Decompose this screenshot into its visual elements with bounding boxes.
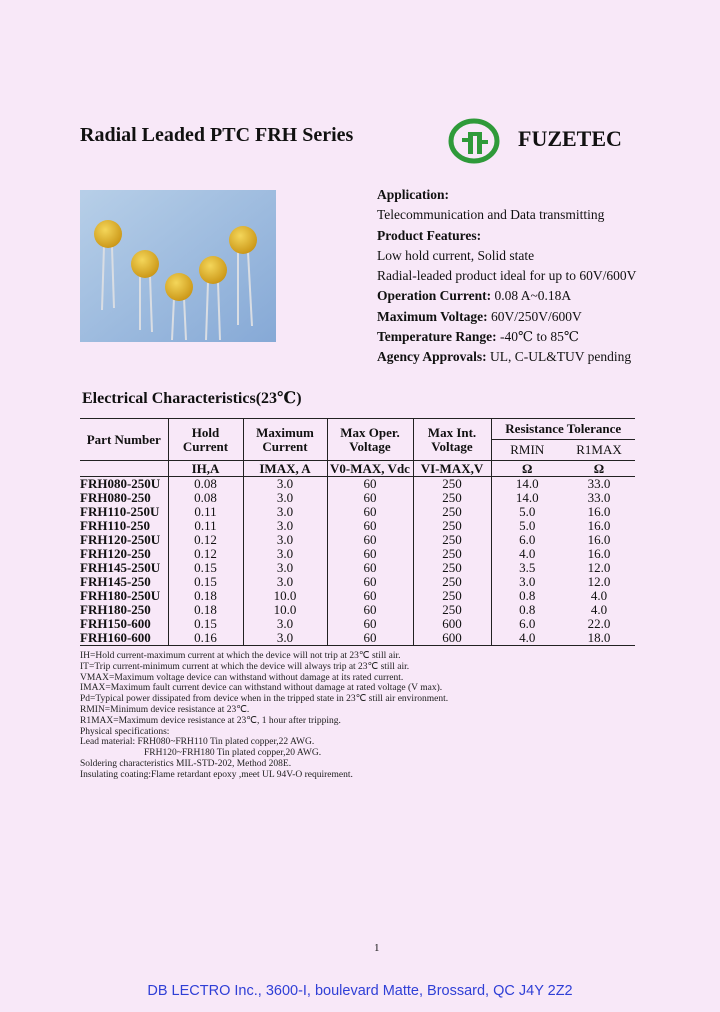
cell-part-number: FRH120-250U xyxy=(80,532,161,547)
cell-rmin: 0.8 xyxy=(491,589,563,603)
cell-part-number: FRH145-250 xyxy=(80,574,151,589)
cell-max-oper-voltage: 60 xyxy=(327,477,413,492)
cell-part-number: FRH110-250U xyxy=(80,504,160,519)
cell-part-number: FRH150-600 xyxy=(80,616,151,631)
header-max-oper-voltage: Max Oper. Voltage xyxy=(327,419,413,461)
cell-max-oper-voltage: 60 xyxy=(327,547,413,561)
cell-r1max: 12.0 xyxy=(587,574,611,589)
cell-rmin: 14.0 xyxy=(491,477,563,492)
unit-max-int: VI-MAX,V xyxy=(413,461,491,477)
brand-name: FUZETEC xyxy=(518,126,622,151)
note-line: RMIN=Minimum device resistance at 23℃. xyxy=(80,704,250,715)
cell-r1max: 16.0 xyxy=(587,532,611,547)
cell-max-int-voltage: 250 xyxy=(413,547,491,561)
page-title: Radial Leaded PTC FRH Series xyxy=(80,124,354,146)
cell-rmin: 3.0 xyxy=(491,575,563,589)
table-row xyxy=(80,533,635,547)
cell-max-oper-voltage: 60 xyxy=(327,519,413,533)
info-feature-2: Radial-leaded product ideal for up to 60V/600V xyxy=(377,268,637,284)
cell-r1max: 4.0 xyxy=(590,588,608,603)
note-line: VMAX=Maximum voltage device can withstand without damage at its rated current. xyxy=(80,672,404,683)
cell-part-number: FRH145-250U xyxy=(80,560,161,575)
footer-address: DB LECTRO Inc., 3600-I, boulevard Matte, Brossard, QC J4Y 2Z2 xyxy=(147,983,573,999)
cell-hold-current: 0.11 xyxy=(168,505,243,519)
cell-max-oper-voltage: 60 xyxy=(327,575,413,589)
cell-max-oper-voltage: 60 xyxy=(327,491,413,505)
header-maximum-current: Maximum Current xyxy=(243,419,327,461)
table-row xyxy=(80,589,635,603)
info-features-heading: Product Features: xyxy=(377,227,482,243)
cell-max-int-voltage: 600 xyxy=(413,617,491,631)
info-feature-1: Low hold current, Solid state xyxy=(377,247,535,263)
note-line: Pd=Typical power dissipated from device when in the tripped state in 23℃ still air environment. xyxy=(80,694,449,705)
cell-max-current: 3.0 xyxy=(243,505,327,519)
info-agency-approvals: Agency Approvals: UL, C-UL&TUV pending xyxy=(377,349,632,365)
cell-r1max: 16.0 xyxy=(587,518,611,533)
cell-hold-current: 0.15 xyxy=(168,617,243,631)
table-row xyxy=(80,561,635,575)
table-row xyxy=(80,477,635,492)
cell-hold-current: 0.08 xyxy=(168,491,243,505)
unit-rmin: Ω xyxy=(491,461,563,477)
cell-max-int-voltage: 250 xyxy=(413,519,491,533)
cell-rmin: 3.5 xyxy=(491,561,563,575)
cell-max-oper-voltage: 60 xyxy=(327,631,413,646)
cell-max-oper-voltage: 60 xyxy=(327,589,413,603)
cell-max-current: 3.0 xyxy=(243,477,327,492)
cell-max-int-voltage: 600 xyxy=(413,631,491,646)
cell-max-oper-voltage: 60 xyxy=(327,533,413,547)
fuzetec-logo-icon xyxy=(448,118,500,164)
note-line: IT=Trip current-minimum current at which the device will always trip at 23℃ still air. xyxy=(80,661,410,672)
page-number: 1 xyxy=(374,942,380,954)
cell-max-int-voltage: 250 xyxy=(413,533,491,547)
table-row xyxy=(80,617,635,631)
cell-r1max: 4.0 xyxy=(590,602,608,617)
cell-max-int-voltage: 250 xyxy=(413,603,491,617)
note-line: FRH120~FRH180 Tin plated copper,20 AWG. xyxy=(144,748,322,759)
cell-part-number: FRH120-250 xyxy=(80,546,151,561)
unit-blank xyxy=(80,461,168,477)
header-rmin: RMIN xyxy=(491,440,563,461)
info-application-heading: Application: xyxy=(377,187,450,202)
product-photo xyxy=(80,190,276,342)
cell-r1max: 33.0 xyxy=(587,490,611,505)
cell-rmin: 4.0 xyxy=(491,547,563,561)
unit-r1max: Ω xyxy=(563,461,635,477)
cell-hold-current: 0.08 xyxy=(168,477,243,492)
cell-max-current: 3.0 xyxy=(243,575,327,589)
cell-max-current: 10.0 xyxy=(243,603,327,617)
cell-max-oper-voltage: 60 xyxy=(327,561,413,575)
cell-rmin: 5.0 xyxy=(491,519,563,533)
cell-part-number: FRH180-250U xyxy=(80,588,161,603)
table-row xyxy=(80,505,635,519)
note-line: IH=Hold current-maximum current at which the device will not trip at 23℃ still air. xyxy=(80,651,401,661)
cell-max-oper-voltage: 60 xyxy=(327,603,413,617)
cell-max-current: 3.0 xyxy=(243,561,327,575)
note-line: Insulating coating:Flame retardant epoxy ,meet UL 94V-O requirement. xyxy=(80,769,353,780)
cell-hold-current: 0.18 xyxy=(168,603,243,617)
cell-max-current: 3.0 xyxy=(243,547,327,561)
notes xyxy=(80,651,680,781)
unit-max-current: IMAX, A xyxy=(243,461,327,477)
cell-hold-current: 0.15 xyxy=(168,575,243,589)
note-line: IMAX=Maximum fault current device can withstand without damage at rated voltage (V max). xyxy=(80,683,443,694)
cell-max-current: 3.0 xyxy=(243,533,327,547)
cell-max-current: 3.0 xyxy=(243,519,327,533)
header-part-number: Part Number xyxy=(80,419,168,461)
note-line: Soldering characteristics MIL-STD-202, Method 208E. xyxy=(80,758,292,769)
cell-part-number: FRH180-250 xyxy=(80,602,151,617)
info-temperature-range: Temperature Range: -40℃ to 85℃ xyxy=(377,329,579,345)
cell-hold-current: 0.12 xyxy=(168,533,243,547)
header-hold-current: Hold Current xyxy=(168,419,243,461)
cell-max-int-voltage: 250 xyxy=(413,589,491,603)
cell-rmin: 14.0 xyxy=(491,491,563,505)
cell-rmin: 6.0 xyxy=(491,617,563,631)
cell-max-int-voltage: 250 xyxy=(413,491,491,505)
cell-rmin: 6.0 xyxy=(491,533,563,547)
cell-part-number: FRH110-250 xyxy=(80,518,151,533)
cell-rmin: 5.0 xyxy=(491,505,563,519)
header-resistance-tolerance: Resistance Tolerance xyxy=(491,419,635,440)
cell-part-number: FRH160-600 xyxy=(80,631,168,646)
cell-hold-current: 0.18 xyxy=(168,589,243,603)
cell-rmin: 0.8 xyxy=(491,603,563,617)
table-row xyxy=(80,547,635,561)
cell-hold-current: 0.15 xyxy=(168,561,243,575)
cell-hold-current: 0.16 xyxy=(168,631,243,646)
cell-part-number: FRH080-250 xyxy=(80,490,151,505)
info-maximum-voltage: Maximum Voltage: 60V/250V/600V xyxy=(377,308,582,324)
cell-max-oper-voltage: 60 xyxy=(327,505,413,519)
cell-r1max: 22.0 xyxy=(587,616,611,631)
cell-max-int-voltage: 250 xyxy=(413,575,491,589)
cell-hold-current: 0.12 xyxy=(168,547,243,561)
table-row xyxy=(80,519,635,533)
cell-part-number: FRH080-250U xyxy=(80,476,161,491)
note-line: R1MAX=Maximum device resistance at 23℃, 1 hour after tripping. xyxy=(80,715,341,726)
cell-rmin: 4.0 xyxy=(491,631,563,646)
header-max-int-voltage: Max Int. Voltage xyxy=(413,419,491,461)
cell-max-int-voltage: 250 xyxy=(413,477,491,492)
info-application-value: Telecommunication and Data transmitting xyxy=(377,207,605,223)
cell-max-current: 3.0 xyxy=(243,631,327,646)
cell-r1max: 18.0 xyxy=(563,631,635,646)
cell-max-int-voltage: 250 xyxy=(413,561,491,575)
table-row xyxy=(80,575,635,589)
cell-r1max: 16.0 xyxy=(587,546,611,561)
unit-hold: IH,A xyxy=(168,461,243,477)
product-info xyxy=(377,185,707,368)
note-line: Lead material: FRH080~FRH110 Tin plated copper,22 AWG. xyxy=(80,737,315,748)
cell-r1max: 16.0 xyxy=(587,504,611,519)
cell-max-int-voltage: 250 xyxy=(413,505,491,519)
cell-r1max: 33.0 xyxy=(587,476,611,491)
table-row xyxy=(80,491,635,505)
table-row xyxy=(80,631,635,646)
info-operation-current: Operation Current: 0.08 A~0.18A xyxy=(377,288,572,304)
electrical-title: Electrical Characteristics(23℃) xyxy=(82,390,302,407)
cell-max-current: 3.0 xyxy=(243,491,327,505)
note-line: Physical specifications: xyxy=(80,726,170,737)
unit-max-oper: V0-MAX, Vdc xyxy=(327,461,413,477)
cell-max-current: 10.0 xyxy=(243,589,327,603)
electrical-table xyxy=(80,418,635,646)
cell-r1max: 12.0 xyxy=(587,560,611,575)
header-r1max: R1MAX xyxy=(576,442,622,457)
cell-hold-current: 0.11 xyxy=(168,519,243,533)
table-row xyxy=(80,603,635,617)
cell-max-oper-voltage: 60 xyxy=(327,617,413,631)
cell-max-current: 3.0 xyxy=(243,617,327,631)
